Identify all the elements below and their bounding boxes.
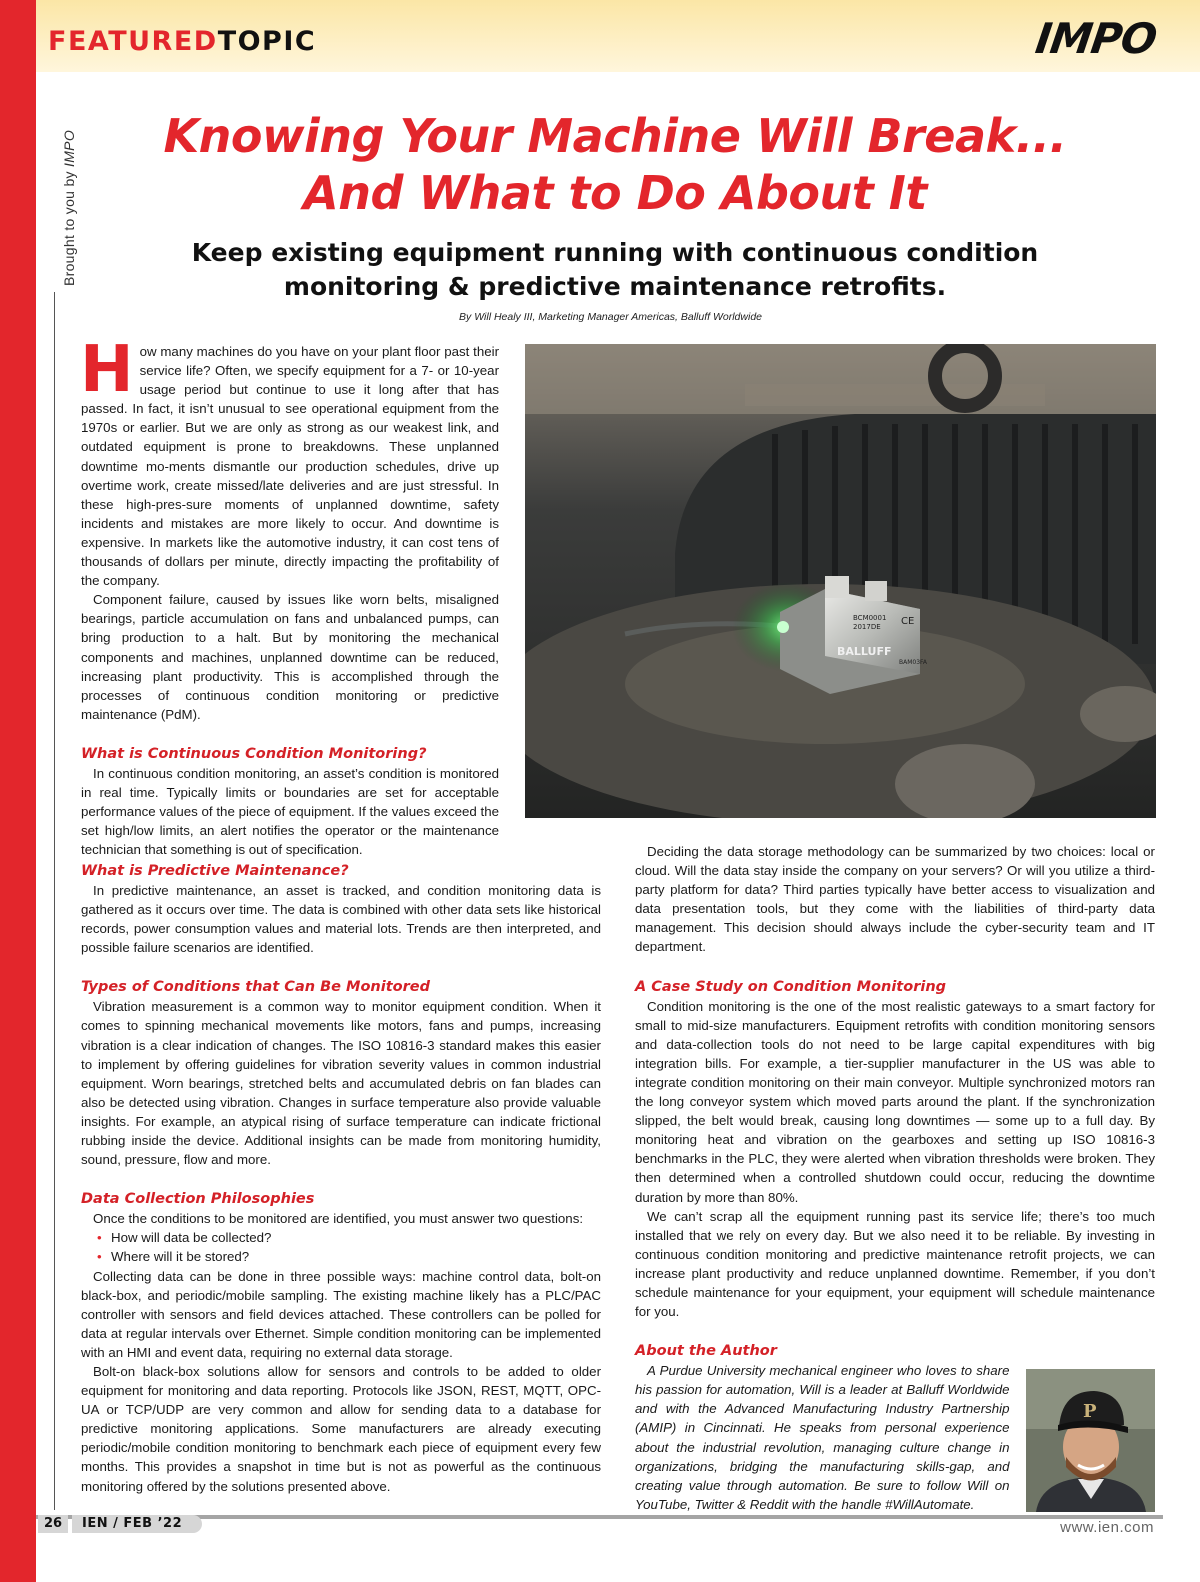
list-item [97,1247,601,1266]
sponsor-credit-prefix: Brought to you by [61,166,77,286]
title-line-2: And What to Do About It [303,166,927,220]
author-bio-column [635,1361,1010,1514]
ce-mark: CE [901,616,915,627]
sensor-model-code: BAM03FA [899,659,928,666]
intro-text: ow many machines do you have on your plant floor past their service life? Often, we specify equipment for a 7- or 10-year usage period but continue to use it long after that has passed. In fact, it isn’t unusual to see operational equipment from the 1970s or earlier. But we are only as strong as our weakest link, and outdated equipment is prone to breakdowns. These unplanned downtime mo-ments dismantle our production schedules, drive up overtime work, create missed/late deliveries and are just stressful. In these high-pres-sure moments of unplanned downtime, safety incidents and mistakes are more likely to occur. And downtime is expensive. In markets like the automotive industry, it can cost tens of thousands of dollars per minute, directly impacting the profitability of the company. [81,344,499,589]
subtitle-line-1: Keep existing equipment running with continuous condition [191,238,1039,267]
section-label [48,26,316,57]
sensor-photo [525,344,1156,818]
byline: By Will Healy III, Marketing Manager Americas, Balluff Worldwide [459,311,762,323]
balluff-brand-label: BALLUFF [837,645,892,658]
condition-monitoring-paragraph: In continuous condition monitoring, an asset’s condition is monitored in real time. Typically limits or boundaries are set for acceptable performance values of the piece of equipment. If the values exceed the set high/low limits, an alert notifies the operator or the maintenance technician that something is out of specification. [81,765,499,858]
subtitle-line-2: monitoring & predictive maintenance retrofits. [283,272,947,301]
questions-list [81,1228,601,1266]
section-heading-condition-monitoring: What is Continuous Condition Monitoring? [81,745,427,762]
sidebar-rule [54,292,55,1510]
section-heading-conditions: Types of Conditions that Can Be Monitored [81,979,430,996]
section-label-featured: FEATURED [48,26,218,57]
author-bio: A Purdue University mechanical engineer who loves to share his passion for automation, Will is a leader at Balluff Worldwide and with the Advanced Manufacturing Industry Partnership (AMIP) in Cincinnati. He speaks from personal experience about the industrial revolution, managing culture change in organizations, bridging the manufacturing skills-gap, and creating value through automation. Be sure to follow Will on YouTube, Twitter & Reddit with the handle #WillAutomate. [635,1363,1010,1512]
predictive-maintenance-paragraph: In predictive maintenance, an asset is tracked, and condition monitoring data is gathered as it occurs over time. The data is combined with other data sets like historical records, power consumption values and material lots. Trends are then interpreted, and possible failure scenarios are identified. [81,883,601,956]
sensor-connector-2 [865,581,887,601]
bullet-icon: • [97,1230,102,1246]
sensor-connector-1 [825,576,849,598]
sponsor-credit-brand: IMPO [61,129,77,167]
section-heading-about-author: About the Author [635,1343,777,1360]
cap-logo: P [1082,1401,1097,1423]
title-line-1: Knowing Your Machine Will Break... [163,109,1067,163]
intro-paragraph-2: Component failure, caused by issues like worn belts, misaligned bearings, particle accumulation on fans and unbalanced pumps, can bring production to a halt. But by monitoring the mechanical components and machines, unplanned downtime can be reduced, increasing plant productivity. This is accomplished through the processes of continuous condition monitoring or predictive maintenance (PdM). [81,592,499,722]
left-red-bar [0,0,36,1582]
green-led [777,621,789,633]
article-title [60,108,1170,222]
data-collection-paragraph-2: Collecting data can be done in three possible ways: machine control data, bolt-on black-box, and periodic/mobile sampling. The existing machine likely has a PLC/PAC controller with sensors and field devices attached. These controllers can be polled for data at regular intervals over Ethernet. Simple condition monitoring can be implemented with an HMI and event data, requiring no external data storage. [81,1268,601,1360]
list-item-text: Where will it be stored? [111,1249,250,1265]
bullet-icon: • [97,1249,102,1265]
conditions-paragraph: Vibration measurement is a common way to monitor equipment condition. When it comes to spinning mechanical movements like motors, fans and pumps, increasing vibration is a clear indication of changes. The ISO 10816-3 standard makes this easier to implement by offering guidelines for vibration severity values in common industrial equipment. Worn bearings, stretched belts and accumulated debris on fan blades can also be detected using vibration. Changes in surface temperature also provide valuable insights. For example, an atypical rising of surface temperature can indicate frictional rubbing inside the device. Additional insights can be made from monitoring humidity, sound, pressure, flow and more. [81,999,601,1168]
list-item [97,1228,601,1247]
footer-rule [36,1515,1163,1519]
section-heading-data-collection: Data Collection Philosophies [81,1191,315,1208]
section-heading-case-study: A Case Study on Condition Monitoring [635,978,947,995]
website-link[interactable]: www.ien.com [1060,1519,1154,1536]
column-left-lower [81,861,601,1496]
column-right [635,842,1155,1514]
author-headshot [1026,1369,1155,1512]
author-block [635,1361,1155,1514]
author-headshot-illustration [1026,1369,1155,1512]
data-collection-paragraph-1: Once the conditions to be monitored are identified, you must answer two questions: [93,1211,584,1227]
sensor-photo-illustration [525,344,1156,818]
issue-label: IEN / FEB ’22 [72,1515,202,1533]
section-label-topic: TOPIC [217,26,317,57]
page-number: 26 [38,1515,68,1533]
list-item-text: How will data be collected? [111,1230,272,1246]
article-subtitle [60,236,1170,304]
data-collection-paragraph-3: Bolt-on black-box solutions allow for sensors and controls to be added to older equipment for monitoring and data reporting. Protocols like JSON, REST, MQTT, OPC-UA or TCP/UDP are very common and allow for sending data to a database for predictive monitoring applications. Some manufacturers are already executing periodic/mobile condition monitoring to benchmark each piece of equipment every few months. This provides a snapshot in time but is not as powerful as the continuous monitoring offered by the solutions presented above. [81,1363,601,1494]
data-storage-paragraph: Deciding the data storage methodology can be summarized by two choices: local or cloud. Will the data stay inside the company on your servers? Or will you utilize a third-party platform for data? Third parties typically have better access to visualization and data presentation tools, but they come with the liabilities of third-party data management. This decision should always include the cyber-security team and IT department. [635,844,1155,955]
sensor-label-2: 2017DE [853,623,881,631]
sensor-label-1: BCM0001 [853,614,887,622]
case-study-paragraph-1: Condition monitoring is the one of the most realistic gateways to a smart factory for small to mid-size manufacturers. Equipment retrofits with condition monitoring sensors and data-collection tools do not need to be large capital expenditures with big integration bills. For example, a tier-supplier manufacturer in the US was able to integrate condition monitoring on their main conveyor. Multiple synchronized motors ran the long conveyor system which moved parts around the plant. If the synchronization slipped, the belt would break, causing long downtimes — some up to a full day. By monitoring heat and vibration on the gearboxes and setting up ISO 10816-3 benchmarks in the PLC, they were alerted when vibration thresholds were broken. They then determined when a controlled shutdown could occur, reducing the downtime duration by more than 80%. [635,998,1155,1205]
impo-logo: IMPO [1032,14,1160,63]
section-heading-predictive-maintenance: What is Predictive Maintenance? [81,863,349,879]
case-study-paragraph-2: We can’t scrap all the equipment running past its service life; there’s too much installed that we rely on every day. But we also need it to be reliable. By investing in continuous condition monitoring and predictive maintenance retrofit projects, we can increase plant productivity and reduce unplanned downtime. Remember, if you don’t schedule maintenance for your equipment, your equipment will schedule maintenance for you. [635,1208,1155,1320]
column-left-upper [80,333,499,859]
drop-cap: H [80,333,134,407]
intro-paragraph [80,333,499,590]
